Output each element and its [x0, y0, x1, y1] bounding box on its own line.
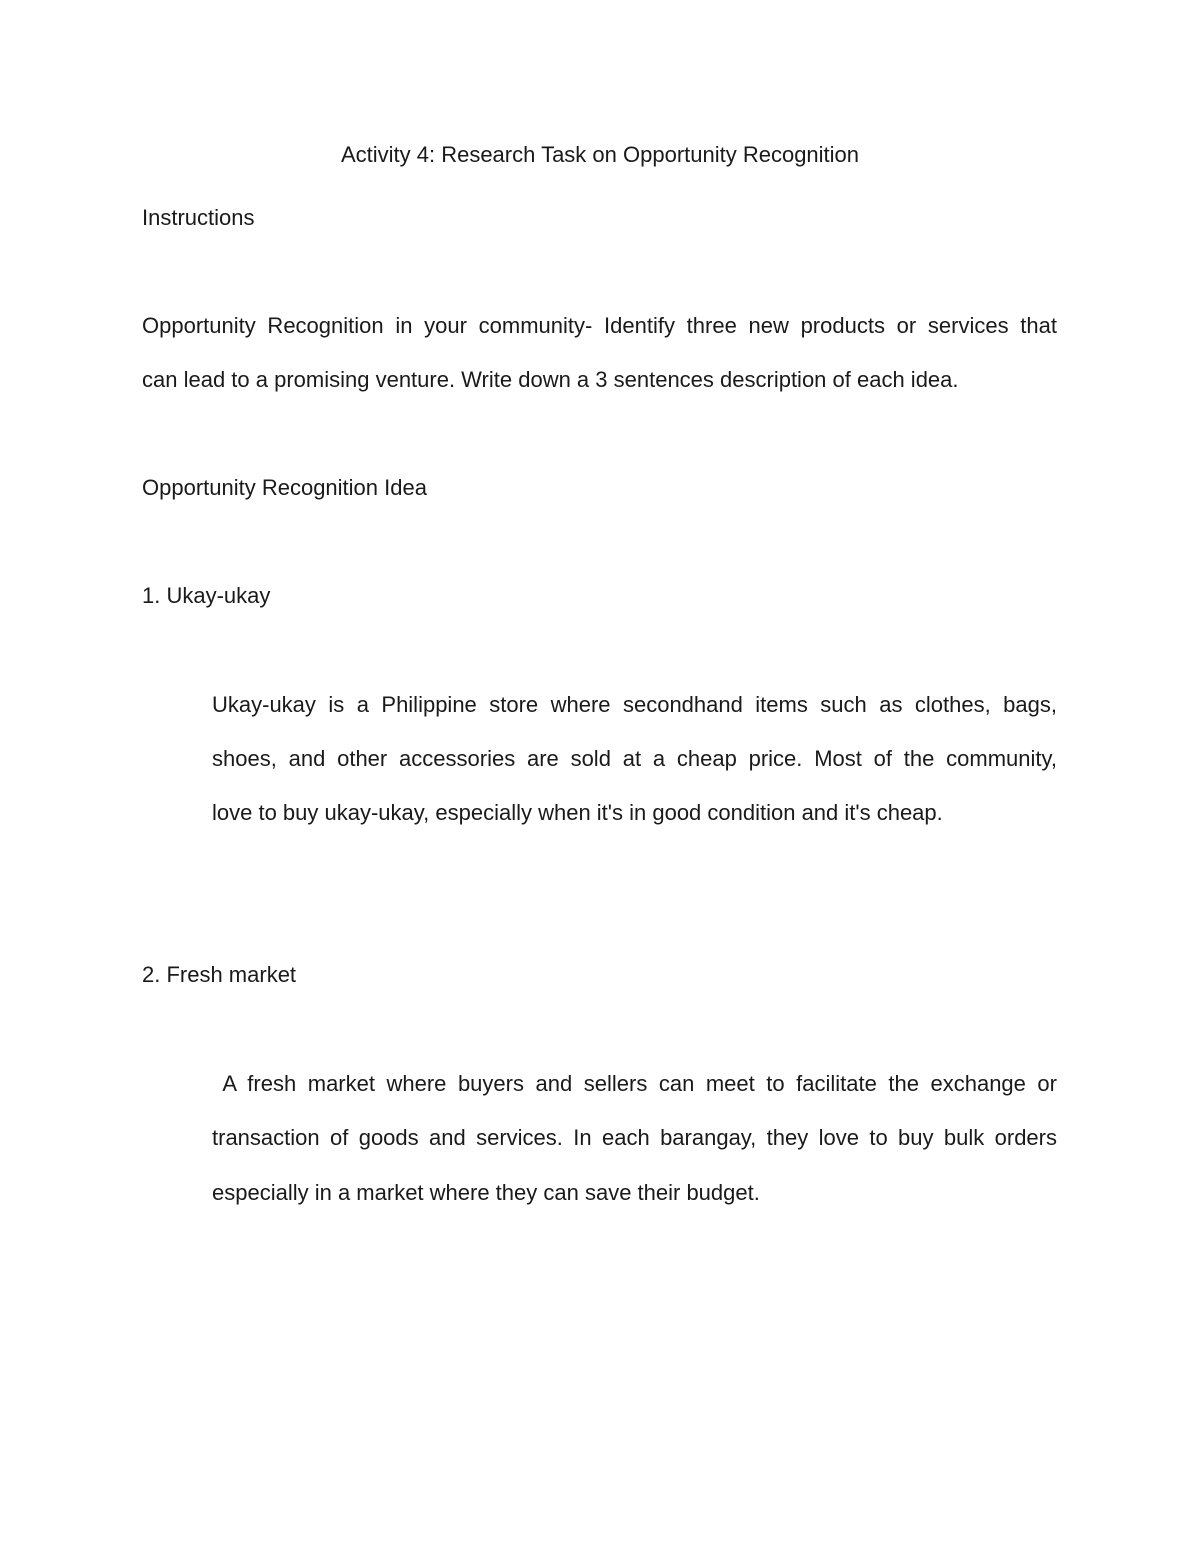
- idea-2-line-1: A fresh market where buyers and sellers can meet to facilitate the exchange or: [212, 1071, 1057, 1096]
- idea-1-line-1: Ukay-ukay is a Philippine store where secondhand items such as clothes, bags,: [212, 692, 1057, 717]
- idea-2-line-2: transaction of goods and services. In each barangay, they love to buy bulk orders: [212, 1125, 1057, 1150]
- idea-2-line-3: especially in a market where they can save their budget.: [212, 1180, 760, 1205]
- idea-2-heading: 2. Fresh market: [142, 962, 297, 987]
- idea-1-line-2: shoes, and other accessories are sold at a cheap price. Most of the community,: [212, 746, 1057, 771]
- instructions-heading: Instructions: [142, 205, 255, 230]
- idea-1-heading: 1. Ukay-ukay: [142, 583, 271, 608]
- idea-1-line-3: love to buy ukay-ukay, especially when it's in good condition and it's cheap.: [212, 800, 943, 825]
- idea-section-heading: Opportunity Recognition Idea: [142, 475, 427, 500]
- instructions-line-1: Opportunity Recognition in your community- Identify three new products or services that: [142, 313, 1057, 338]
- instructions-line-2: can lead to a promising venture. Write down a 3 sentences description of each idea.: [142, 367, 959, 392]
- document-title: Activity 4: Research Task on Opportunity Recognition: [340, 142, 860, 167]
